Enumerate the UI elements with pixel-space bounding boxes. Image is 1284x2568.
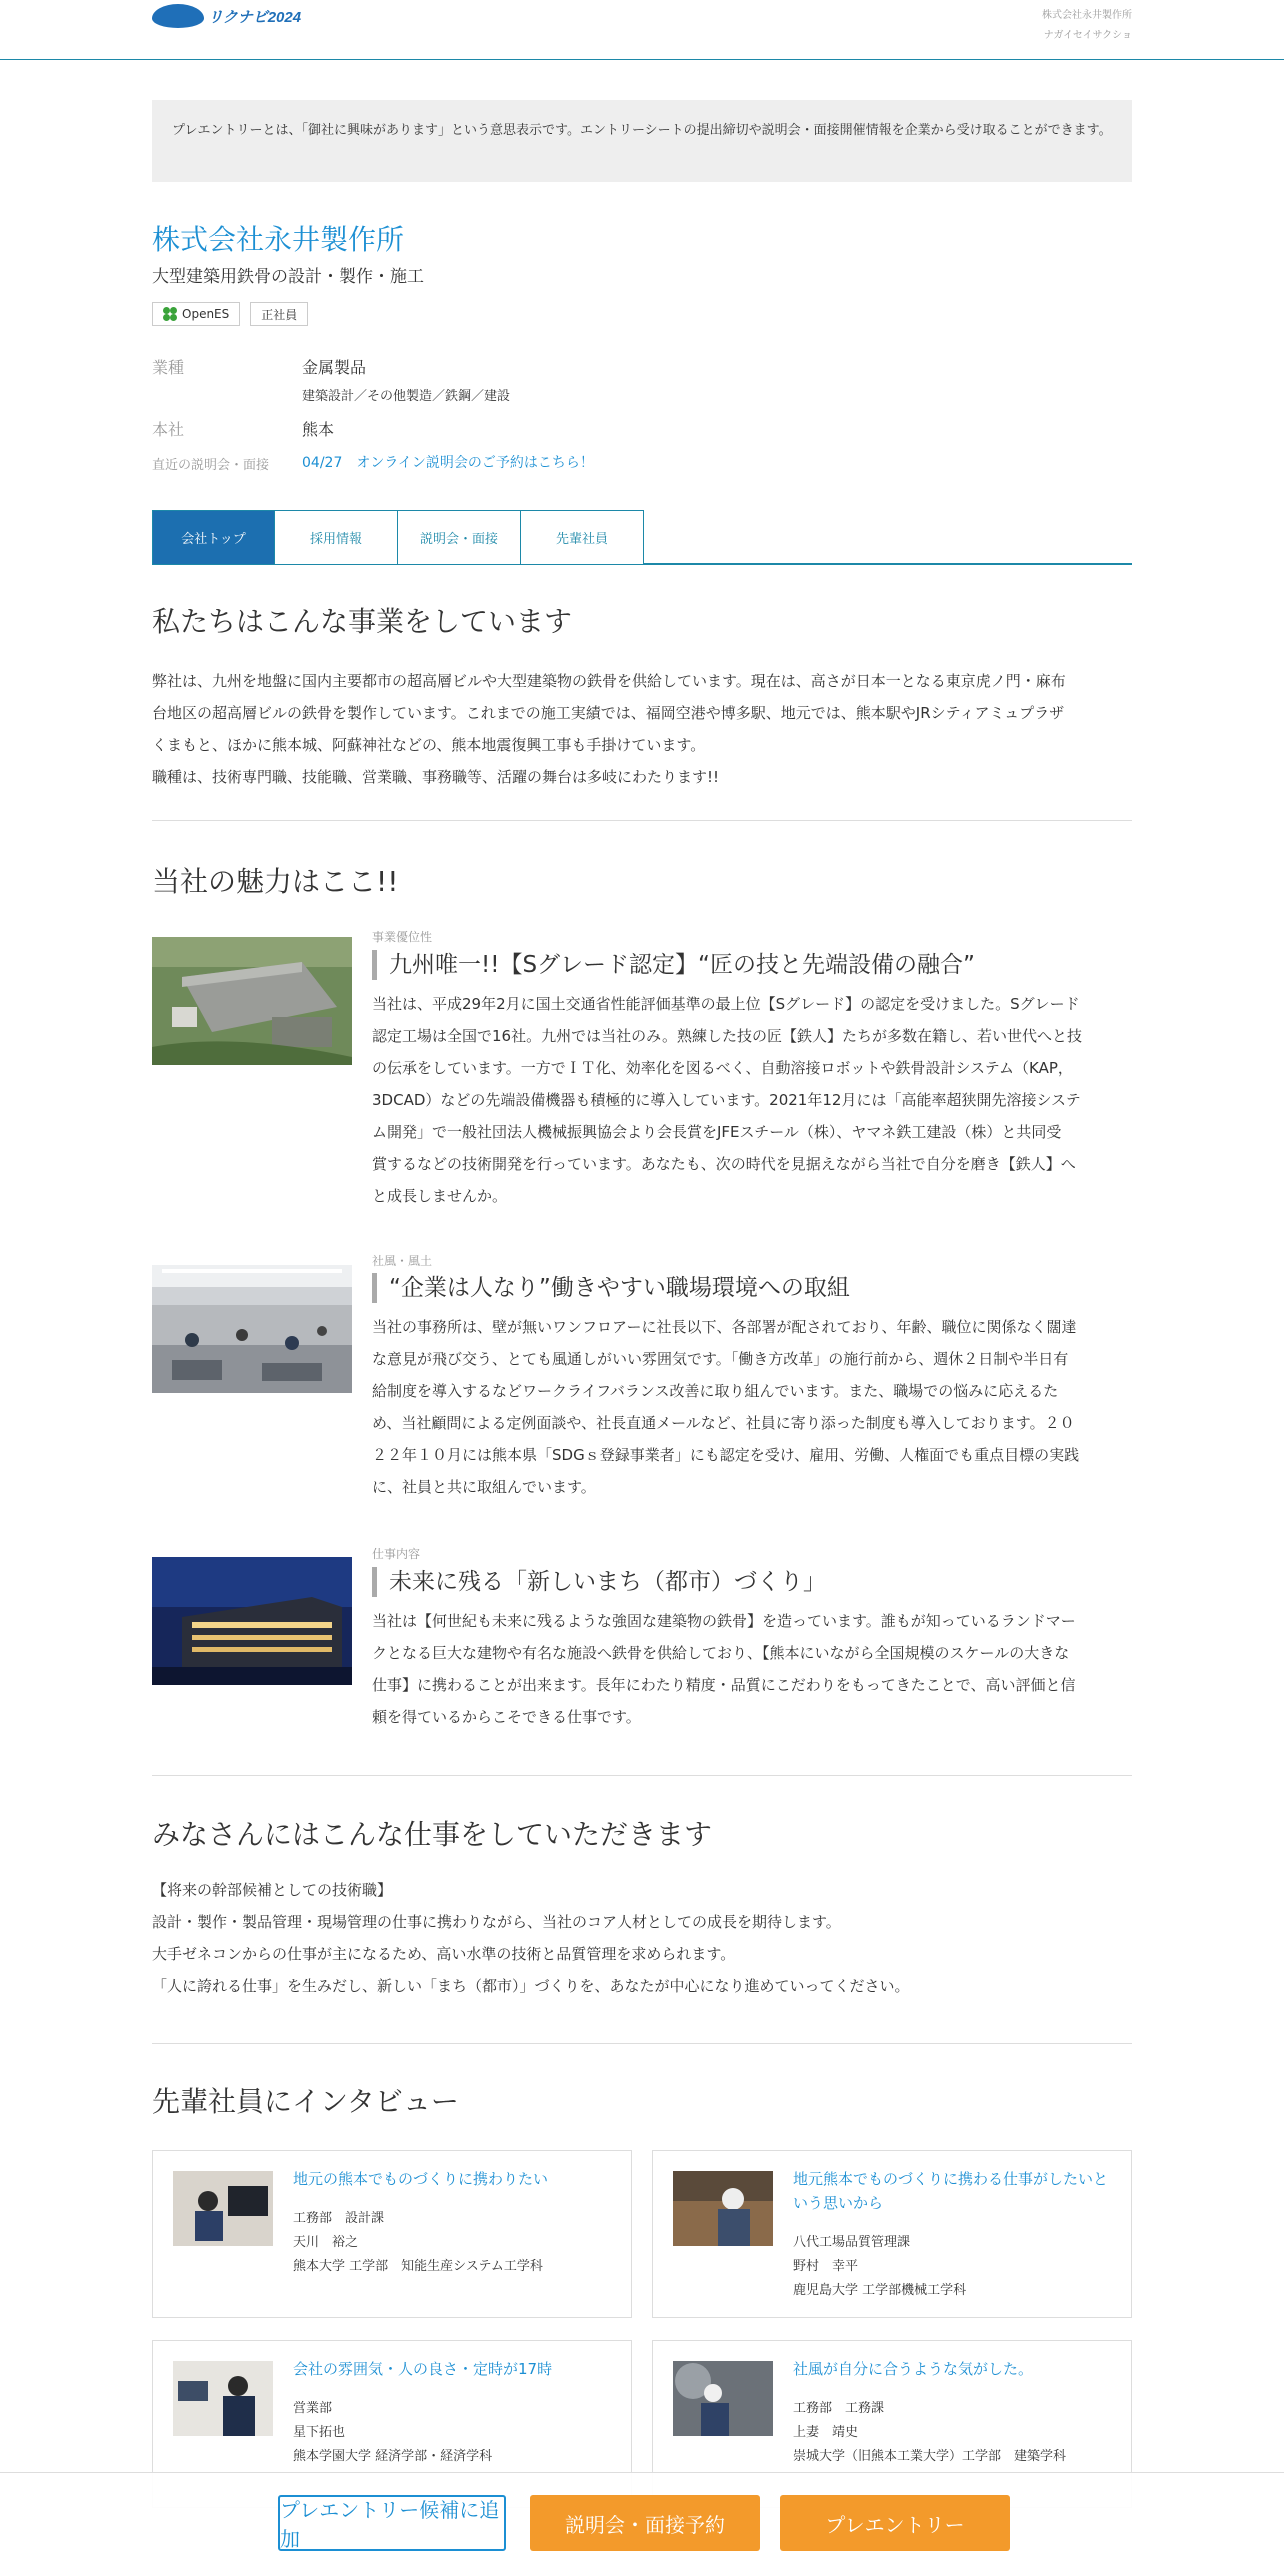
divider: [152, 2043, 1132, 2044]
text-line: の伝承をしています。一方でＩＴ化、効率化を図るべく、自動溶接ロボットや鉄骨設計システム（KAP，: [372, 1059, 1073, 1077]
rikunabi-logo[interactable]: [152, 4, 301, 28]
seminar-link[interactable]: 04/27 オンライン説明会のご予約はこちら！: [302, 455, 594, 471]
interview-title-link[interactable]: 地元熊本でものづくりに携わる仕事がしたいという思いから: [793, 2170, 1109, 2212]
hq-value: 熊本: [302, 420, 335, 439]
add-candidate-button[interactable]: プレエントリー候補に追加: [278, 2495, 506, 2551]
company-name: 株式会社永井製作所: [152, 223, 405, 256]
seminar-label: 直近の説明会・面接: [152, 458, 270, 473]
text-line: 弊社は、九州を地盤に国内主要都市の超高層ビルや大型建築物の鉄骨を供給しています。現在は、高さが日本一となる東京虎ノ門・麻布: [152, 672, 1066, 690]
text-line: ム開発」で一般社団法人機械振興協会より会長賞をJFEスチール（株）、ヤマネ鉄工建設（株）と共同受: [372, 1123, 1062, 1141]
company-tabs: [152, 510, 1132, 565]
text-line: 当社は、平成29年2月に国土交通省性能評価基準の最上位【Sグレード】の認定を受けました。Sグレード: [372, 995, 1080, 1013]
industry-label: 業種: [152, 358, 185, 377]
feature-title: 未来に残る「新しいまち（都市）づくり」: [372, 1567, 826, 1597]
interview-dept: 八代工場品質管理課: [793, 2235, 911, 2250]
text-line: クとなる巨大な建物や有名な施設へ鉄骨を供給しており、【熊本にいながら全国規模のスケールの大きな: [372, 1644, 1070, 1662]
interview-title-link[interactable]: 地元の熊本でものづくりに携わりたい: [293, 2170, 549, 2188]
industry-row: [152, 355, 366, 378]
text-line: 台地区の超高層ビルの鉄骨を製作しています。これまでの施工実績では、福岡空港や博多駅、地元では、熊本駅やJRシティアミュプラザ: [152, 704, 1065, 722]
header-company: [1042, 6, 1132, 46]
interview-photo: [173, 2361, 273, 2436]
logo-text: リクナビ2024: [208, 8, 302, 26]
text-line: 当社の事務所は、壁が無いワンフロアーに社長以下、各部署が配されており、年齢、職位に関係なく闊達: [372, 1318, 1077, 1336]
text-line: 頼を得ているからこそできる仕事です。: [372, 1708, 641, 1726]
tag-label: 正社員: [261, 307, 298, 322]
factory-aerial-photo: [152, 937, 352, 1065]
hq-label: 本社: [152, 420, 185, 439]
interview-title-link[interactable]: 社風が自分に合うような気がした。: [793, 2360, 1034, 2378]
clover-icon: [163, 307, 177, 321]
work-title: みなさんにはこんな仕事をしていただきます: [152, 1818, 713, 1851]
feature-text: [372, 1311, 1132, 1503]
feature-title: 九州唯一!!【Sグレード認定】“匠の技と先端設備の融合”: [372, 950, 975, 980]
tab-senior-staff[interactable]: 先輩社員: [521, 510, 644, 565]
text-line: 【将来の幹部候補としての技術職】: [152, 1881, 393, 1899]
business-title: 私たちはこんな事業をしています: [152, 605, 573, 638]
seminar-reserve-button[interactable]: 説明会・面接予約: [530, 2495, 760, 2551]
bottom-action-bar: [0, 2472, 1284, 2568]
interview-card[interactable]: [652, 2150, 1132, 2318]
text-line: 仕事】に携わることが出来ます。長年にわたり精度・品質にこだわりをもってきたことで、高い評価と信: [372, 1676, 1076, 1694]
interview-school: 崇城大学（旧熊本工業大学）工学部 建築学科: [793, 2449, 1067, 2464]
feature-title: “企業は人なり”働きやすい職場環境への取組: [372, 1273, 850, 1303]
text-line: 大手ゼネコンからの仕事が主になるため、高い水準の技術と品質管理を求められます。: [152, 1945, 736, 1963]
text-line: 「人に誇れる仕事」を生みだし、新しい「まち（都市）」づくりを、あなたが中心になり進めていってください。: [152, 1977, 910, 1995]
feature-category: 仕事内容: [372, 1547, 421, 1561]
text-line: め、当社顧問による定例面談や、社長直通メールなど、社員に寄り添った制度も導入しております。２０: [372, 1414, 1075, 1432]
interview-name: 上妻 靖史: [793, 2425, 859, 2440]
interview-school: 熊本学園大学 経済学部・経済学科: [293, 2449, 493, 2464]
company-catch: 大型建築用鉄骨の設計・製作・施工: [152, 267, 424, 287]
interview-dept: 工務部 設計課: [293, 2211, 385, 2226]
text-line: 設計・製作・製品管理・現場管理の仕事に携わりながら、当社のコア人材としての成長を期待します。: [152, 1913, 841, 1931]
text-line: ２２年１０月には熊本県「SDGｓ登録事業者」にも認定を受け、雇用、労働、人権面でも重点目標の実践: [372, 1446, 1080, 1464]
feature-category: 社風・風土: [372, 1254, 433, 1268]
employment-type-tag: [250, 302, 308, 326]
company-tags: [152, 302, 308, 326]
business-text: [152, 665, 1132, 793]
tab-recruit-info[interactable]: 採用情報: [275, 510, 398, 565]
interview-dept: 工務部 工務課: [793, 2401, 885, 2416]
interview-school: 鹿児島大学 工学部機械工学科: [793, 2283, 967, 2298]
text-line: と成長しませんか。: [372, 1187, 508, 1205]
interview-title: 先輩社員にインタビュー: [152, 2085, 459, 2118]
office-floor-photo: [152, 1265, 352, 1393]
interview-photo: [673, 2361, 773, 2436]
logo-mark-icon: [152, 4, 204, 28]
interview-dept: 営業部: [293, 2401, 333, 2416]
interview-card[interactable]: [152, 2150, 632, 2318]
appeal-title: 当社の魅力はここ!!: [152, 865, 399, 898]
feature-text: [372, 988, 1132, 1212]
text-line: 賞するなどの技術開発を行っています。あなたも、次の時代を見据えながら当社で自分を磨き【鉄人】へ: [372, 1155, 1076, 1173]
text-line: 当社は【何世紀も未来に残るような強固な建築物の鉄骨】を造っています。誰もが知っているランドマー: [372, 1612, 1076, 1630]
header-company-kana: ナガイセイサクショ: [1043, 30, 1132, 41]
interview-school: 熊本大学 工学部 知能生産システム工学科: [293, 2259, 543, 2274]
divider: [152, 820, 1132, 821]
interview-name: 天川 裕之: [293, 2235, 359, 2250]
night-building-photo: [152, 1557, 352, 1685]
hq-row: [152, 417, 334, 440]
interview-photo: [673, 2171, 773, 2246]
pre-entry-button[interactable]: プレエントリー: [780, 2495, 1010, 2551]
header-company-name: 株式会社永井製作所: [1042, 10, 1132, 21]
site-header: [0, 0, 1284, 60]
text-line: 給制度を導入するなどワークライフバランス改善に取り組んでいます。また、職場での悩みに応えるた: [372, 1382, 1059, 1400]
pre-entry-notice: プレエントリーとは、「御社に興味があります」という意思表示です。エントリーシートの提出締切や説明会・面接開催情報を企業から受け取ることができます。: [152, 100, 1132, 182]
divider: [152, 1775, 1132, 1776]
interview-name: 野村 幸平: [793, 2259, 859, 2274]
text-line: な意見が飛び交う、とても風通しがいい雰囲気です。「働き方改革」の施行前から、週休２日制や半日有: [372, 1350, 1069, 1368]
interview-title-link[interactable]: 会社の雰囲気・人の良さ・定時が17時: [293, 2360, 553, 2378]
interview-name: 星下拓也: [293, 2425, 346, 2440]
tab-company-top[interactable]: 会社トップ: [152, 510, 275, 565]
text-line: に、社員と共に取組んでいます。: [372, 1478, 596, 1496]
industry-value: 金属製品: [302, 358, 367, 377]
feature-text: [372, 1605, 1132, 1733]
work-text: [152, 1874, 1132, 2002]
text-line: 職種は、技術専門職、技能職、営業職、事務職等、活躍の舞台は多岐にわたります!!: [152, 768, 720, 786]
tag-label: OpenES: [182, 307, 230, 321]
text-line: 3DCAD）などの先端設備機器も積極的に導入しています。2021年12月には「高能率超狭開先溶接システ: [372, 1091, 1081, 1109]
interview-photo: [173, 2171, 273, 2246]
text-line: くまもと、ほかに熊本城、阿蘇神社などの、熊本地震復興工事も手掛けています。: [152, 736, 706, 754]
tab-seminar[interactable]: 説明会・面接: [398, 510, 521, 565]
text-line: 認定工場は全国で16社。九州では当社のみ。熟練した技の匠【鉄人】たちが多数在籍し、若い世代へと技: [372, 1027, 1082, 1045]
feature-category: 事業優位性: [372, 930, 433, 944]
industry-sub: 建築設計／その他製造／鉄鋼／建設: [302, 389, 511, 404]
openes-tag: [152, 302, 240, 326]
